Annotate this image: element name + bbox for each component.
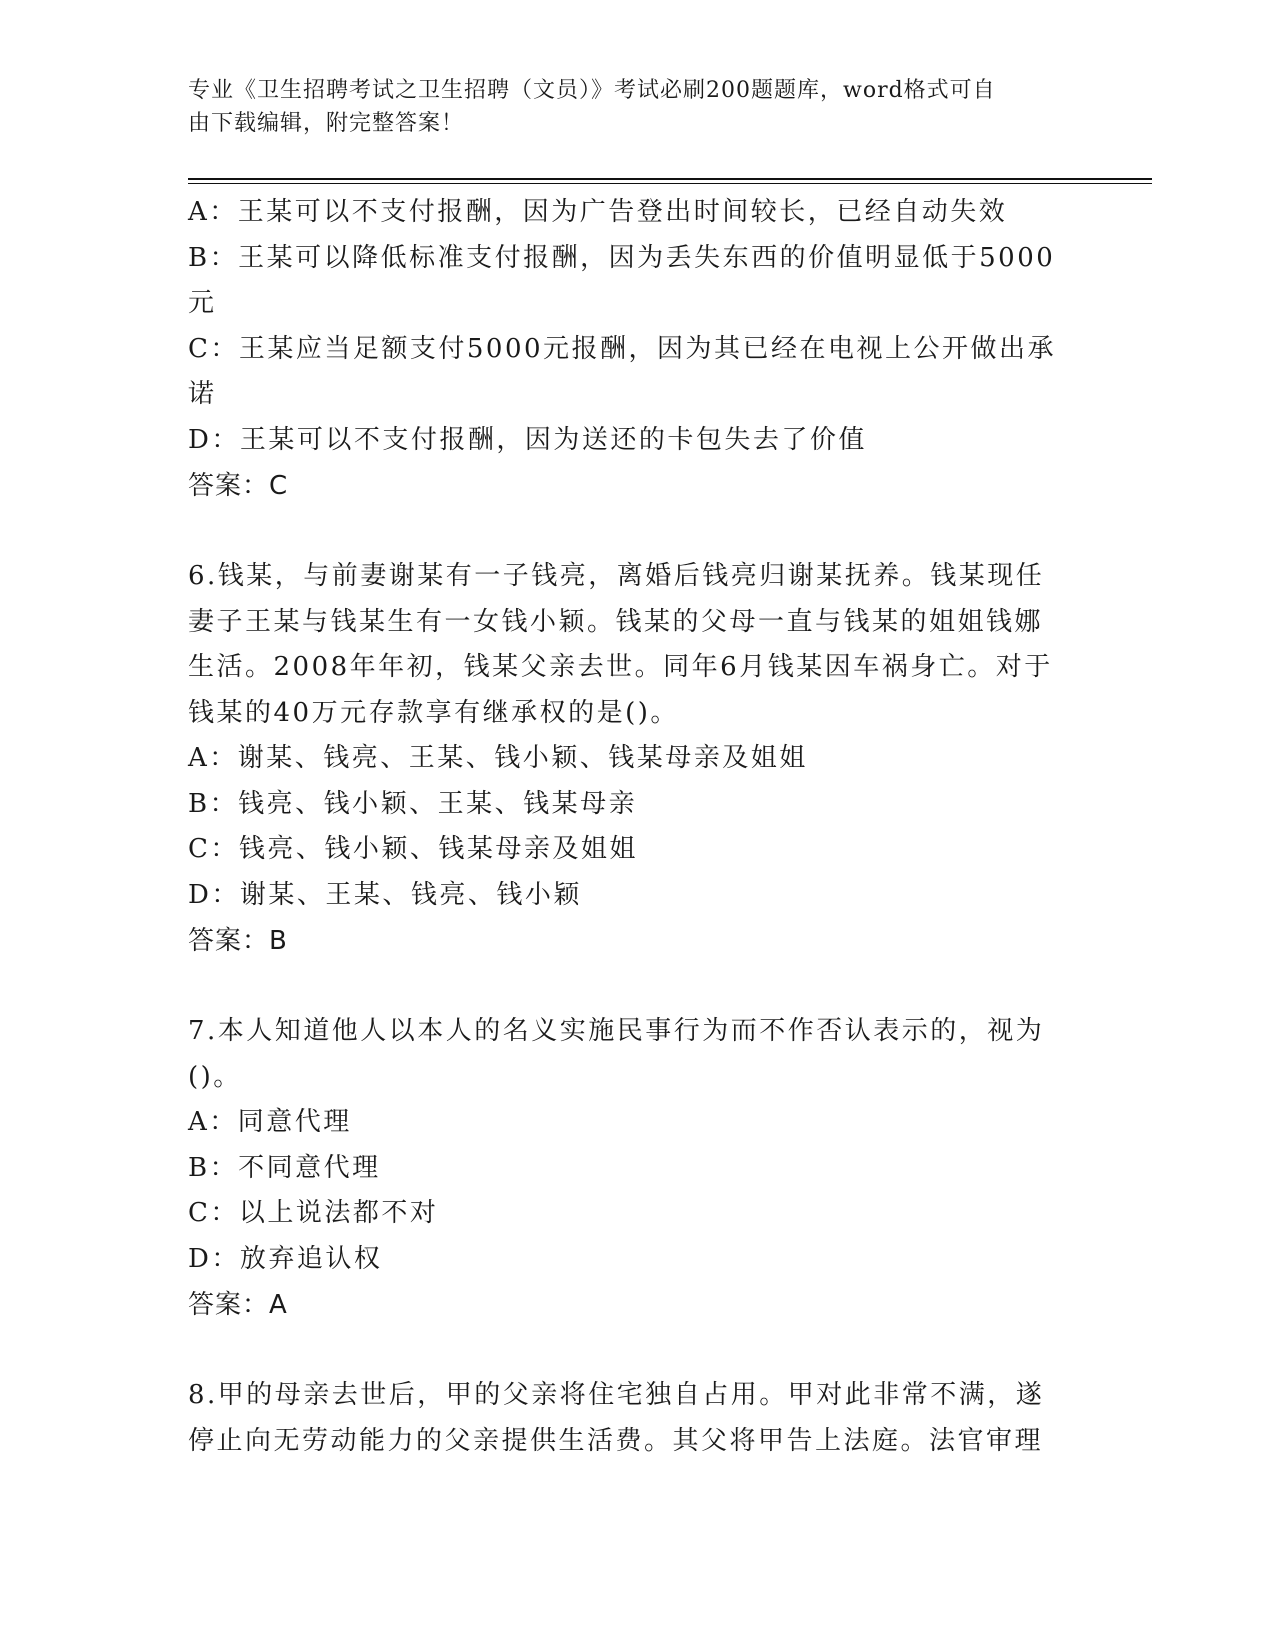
question-text: 7.本人知道他人以本人的名义实施民事行为而不作否认表示的，视为 xyxy=(188,1016,1045,1046)
answer-label: 答案：B xyxy=(188,926,288,956)
header-line-2: 由下载编辑，附完整答案！ xyxy=(188,111,465,136)
question-text: 8.甲的母亲去世后，甲的父亲将住宅独自占用。甲对此非常不满，遂 xyxy=(188,1380,1045,1410)
option-a: A：同意代理 xyxy=(188,1107,352,1137)
question-text: 停止向无劳动能力的父亲提供生活费。其父将甲告上法庭。法官审理 xyxy=(188,1425,1044,1456)
header-rule-thick xyxy=(188,178,1152,180)
answer-label: 答案：C xyxy=(188,471,289,501)
question-5-options xyxy=(188,190,1068,509)
answer-label: 答案：A xyxy=(188,1290,288,1320)
question-text: 妻子王某与钱某生有一女钱小颖。钱某的父母一直与钱某的姐姐钱娜 xyxy=(188,606,1044,637)
question-text: 生活。2008年年初，钱某父亲去世。同年6月钱某因车祸身亡。对于 xyxy=(188,652,1053,682)
option-c-cont: 诺 xyxy=(188,379,217,409)
document-body xyxy=(188,190,1068,1464)
option-d: D：放弃追认权 xyxy=(188,1243,383,1274)
question-text: 6.钱某，与前妻谢某有一子钱亮，离婚后钱亮归谢某抚养。钱某现任 xyxy=(188,561,1045,591)
document-header xyxy=(188,74,1068,140)
option-a: A：王某可以不支付报酬，因为广告登出时间较长，已经自动失效 xyxy=(188,197,1008,227)
option-b: B：不同意代理 xyxy=(188,1152,381,1183)
option-a: A：谢某、钱亮、王某、钱小颖、钱某母亲及姐姐 xyxy=(188,743,808,773)
option-c: C：以上说法都不对 xyxy=(188,1198,439,1228)
question-8 xyxy=(188,1373,1068,1464)
option-d: D：王某可以不支付报酬，因为送还的卡包失去了价值 xyxy=(188,424,867,455)
header-line-1: 专业《卫生招聘考试之卫生招聘（文员）》考试必刷200题题库，word格式可自 xyxy=(188,78,996,103)
header-rule-thin xyxy=(188,183,1152,184)
question-6 xyxy=(188,554,1068,964)
option-d: D：谢某、王某、钱亮、钱小颖 xyxy=(188,879,582,910)
question-7 xyxy=(188,1009,1068,1328)
option-b-cont: 元 xyxy=(188,288,217,318)
option-b: B：钱亮、钱小颖、王某、钱某母亲 xyxy=(188,788,638,819)
option-c: C：王某应当足额支付5000元报酬，因为其已经在电视上公开做出承 xyxy=(188,333,1057,364)
question-text: ()。 xyxy=(188,1061,242,1092)
option-c: C：钱亮、钱小颖、钱某母亲及姐姐 xyxy=(188,834,638,864)
option-b: B：王某可以降低标准支付报酬，因为丢失东西的价值明显低于5000 xyxy=(188,242,1056,273)
question-text: 钱某的40万元存款享有继承权的是()。 xyxy=(188,697,679,728)
